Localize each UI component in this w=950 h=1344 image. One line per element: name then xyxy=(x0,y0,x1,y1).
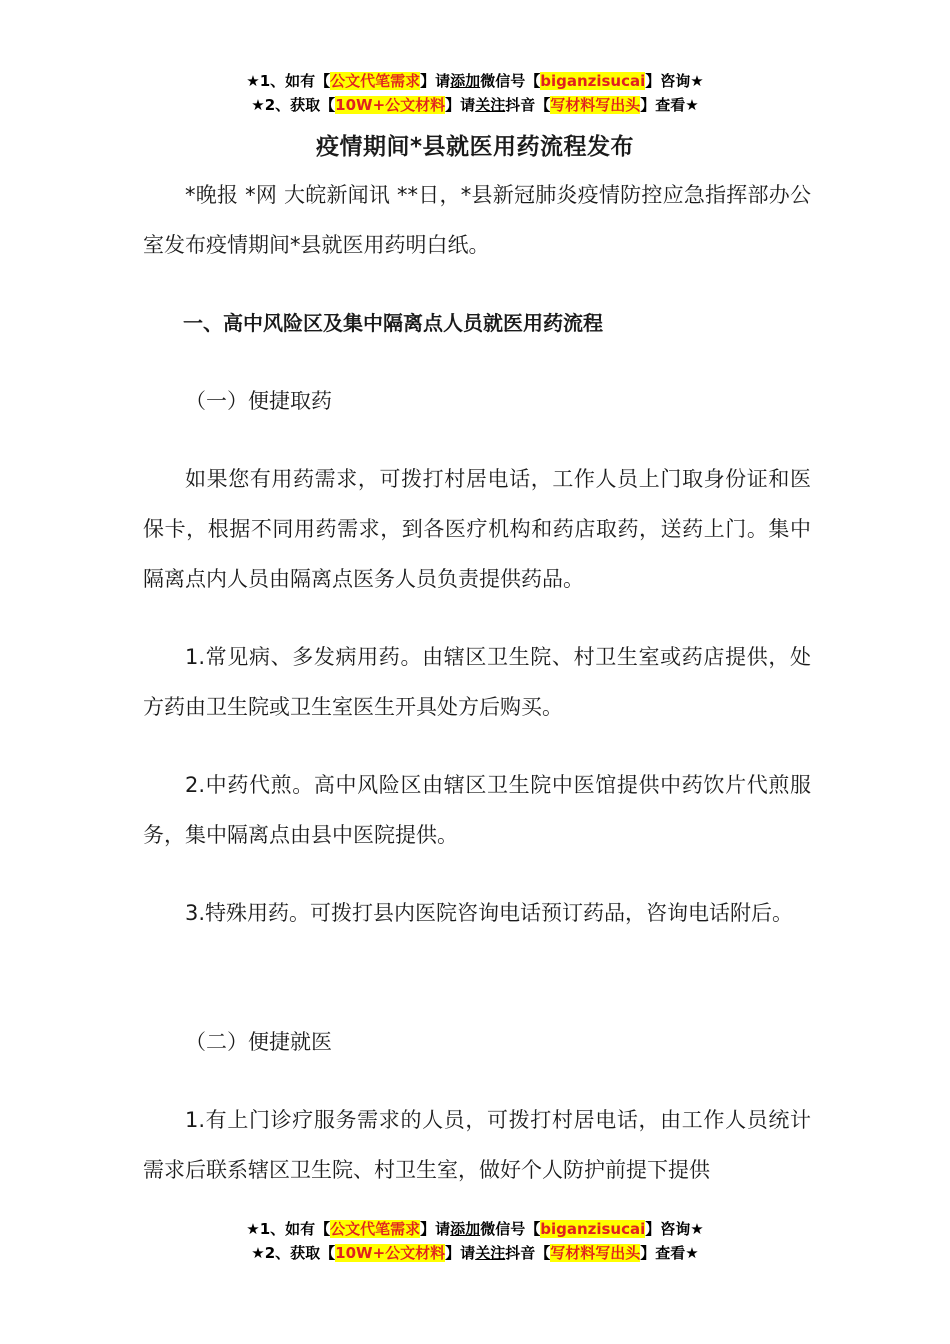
promo-line-1: ★1、如有【公文代笔需求】请添加微信号【biganzisucai】咨询★ xyxy=(246,1220,704,1238)
section-heading-1: 一、高中风险区及集中隔离点人员就医用药流程 xyxy=(183,311,603,335)
document-title: 疫情期间*县就医用药流程发布 xyxy=(315,134,635,160)
star-icon: ★ xyxy=(251,1244,265,1262)
highlight-materials: 10W+公文材料 xyxy=(335,96,446,114)
promo-banner-bottom xyxy=(0,1217,950,1265)
star-icon: ★ xyxy=(246,72,260,90)
paragraph-common-medicine: 1.常见病、多发病用药。由辖区卫生院、村卫生室或药店提供，处方药由卫生院或卫生室医生开具处方后购买。 xyxy=(143,645,811,719)
star-icon: ★ xyxy=(690,1220,704,1238)
paragraph-special-medicine: 3.特殊用药。可拨打县内医院咨询电话预订药品，咨询电话附后。 xyxy=(185,901,794,925)
star-icon: ★ xyxy=(251,96,265,114)
paragraph-pickup: 如果您有用药需求，可拨打村居电话，工作人员上门取身份证和医保卡，根据不同用药需求，到各医疗机构和药店取药，送药上门。集中隔离点内人员由隔离点医务人员负责提供药品。 xyxy=(143,467,811,591)
highlight-douyin-account: 写材料写出头 xyxy=(550,96,641,114)
highlight-wechat-id: biganzisucai xyxy=(540,72,646,90)
paragraph-home-visit: 1.有上门诊疗服务需求的人员，可拨打村居电话，由工作人员统计需求后联系辖区卫生院、村卫生室，做好个人防护前提下提供 xyxy=(143,1108,811,1182)
intro-paragraph: *晚报 *网 大皖新闻讯 **日，*县新冠肺炎疫情防控应急指挥部办公室发布疫情期间*县就医用药明白纸。 xyxy=(143,183,811,257)
star-icon: ★ xyxy=(685,96,699,114)
highlight-douyin-account: 写材料写出头 xyxy=(550,1244,641,1262)
star-icon: ★ xyxy=(685,1244,699,1262)
promo-line-2: ★2、获取【10W+公文材料】请关注抖音【写材料写出头】查看★ xyxy=(251,96,699,114)
highlight-wechat-id: biganzisucai xyxy=(540,1220,646,1238)
highlight-materials: 10W+公文材料 xyxy=(335,1244,446,1262)
promo-line-2: ★2、获取【10W+公文材料】请关注抖音【写材料写出头】查看★ xyxy=(251,1244,699,1262)
promo-line-1: ★1、如有【公文代笔需求】请添加微信号【biganzisucai】咨询★ xyxy=(246,72,704,90)
star-icon: ★ xyxy=(246,1220,260,1238)
star-icon: ★ xyxy=(690,72,704,90)
subsection-heading-1: （一）便捷取药 xyxy=(185,389,332,413)
subsection-heading-2: （二）便捷就医 xyxy=(185,1030,332,1054)
promo-banner-top xyxy=(0,69,950,117)
highlight-service: 公文代笔需求 xyxy=(330,1220,421,1238)
paragraph-herbal-decoction: 2.中药代煎。高中风险区由辖区卫生院中医馆提供中药饮片代煎服务，集中隔离点由县中医院提供。 xyxy=(143,773,811,847)
highlight-service: 公文代笔需求 xyxy=(330,72,421,90)
